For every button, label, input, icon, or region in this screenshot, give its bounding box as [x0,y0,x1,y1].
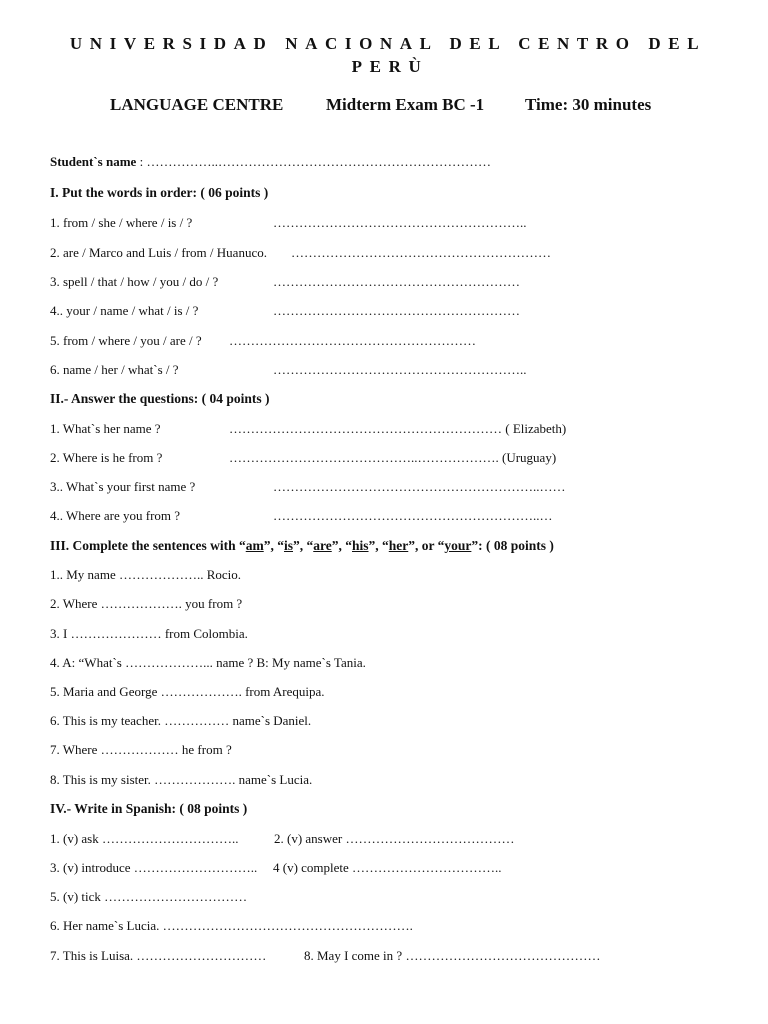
section4-answer: 2. (v) answer ………………………………… [274,831,515,846]
section1-item [50,362,527,378]
student-name-blank: : ……………..……………………………………………………… [136,154,491,169]
university-name-line2: PERÙ [351,57,429,76]
section2-item [50,508,553,524]
section3-heading-points: ”: ( 08 points ) [471,538,554,553]
section3-heading-text: III. Complete the sentences with “ [50,538,246,553]
section2-heading: II.- Answer the questions: ( 04 points ) [50,391,270,406]
section1-answer-line: ………………………………………………… [273,303,520,318]
section2-item [50,421,567,437]
word-am: am [245,538,264,553]
section2-item [50,450,557,466]
section1-item [50,274,520,290]
section3-item: 5. Maria and George ………………. from Arequipa. [50,684,325,699]
section1-heading: I. Put the words in order: ( 06 points ) [50,185,269,200]
word-are: are [313,538,332,553]
section1-question: 3. spell / that / how / you / do / ? [50,274,219,289]
section1-question: 2. are / Marco and Luis / from / Huanuco. [50,245,267,260]
section3-heading-sep: ”, “ [263,538,284,553]
section1-question: 6. name / her / what`s / ? [50,362,179,377]
section3-item: 4. A: “What`s ………………... name ? B: My name`s Tania. [50,655,366,670]
section3-heading-sep: ”, “ [368,538,389,553]
section4-this-is-luisa: 7. This is Luisa. ………………………… [50,948,267,963]
section2-answer-line: ……………………………………..………………. (Uruguay) [229,450,557,465]
section2-question: 3.. What`s your first name ? [50,479,196,494]
section3-item: 6. This is my teacher. …………… name`s Daniel. [50,713,312,728]
section1-item [50,303,520,319]
student-name-label: Student`s name [50,154,137,169]
section1-question: 5. from / where / you / are / ? [50,333,202,348]
centre-name: LANGUAGE CENTRE [110,95,284,114]
section3-heading-sep: ”, or “ [408,538,445,553]
section1-item [50,333,476,349]
section1-answer-line: …………………………………………………… [291,245,551,260]
exam-time: Time: 30 minutes [525,95,652,114]
section2-question: 2. Where is he from ? [50,450,163,465]
student-name-row [50,154,491,170]
section4-item [50,860,502,876]
section3-heading-sep: ”, “ [331,538,352,553]
section1-item [50,215,527,231]
section4-introduce: 3. (v) introduce ……………………….. [50,860,258,875]
section3-heading-sep: ”, “ [293,538,314,553]
section4-complete: 4 (v) complete …………………………….. [273,860,502,875]
section2-question: 1. What`s her name ? [50,421,161,436]
section1-answer-line: ………………………………………………… [229,333,476,348]
section4-item [50,948,601,964]
section4-heading: IV.- Write in Spanish: ( 08 points ) [50,801,248,816]
section4-ask: 1. (v) ask ………………………….. [50,831,239,846]
section2-answer-line: ……………………………………………………..… [273,508,553,523]
section1-answer-line: ………………………………………………… [273,274,520,289]
section3-heading [50,538,554,554]
section3-item: 8. This is my sister. ………………. name`s Lucia. [50,772,313,787]
section1-answer-line: ………………………………………………….. [273,362,527,377]
university-name-line1: UNIVERSIDAD NACIONAL DEL CENTRO DEL [69,34,707,53]
section1-question: 1. from / she / where / is / ? [50,215,193,230]
section4-may-i-come-in: 8. May I come in ? ……………………………………… [304,948,601,963]
section2-answer-line: ……………………………………………………..…… [273,479,566,494]
word-your: your [444,538,472,553]
word-his: his [352,538,369,553]
section1-question: 4.. your / name / what / is / ? [50,303,199,318]
word-her: her [388,538,409,553]
section2-item [50,479,566,495]
section4-item: 6. Her name`s Lucia. …………………………………………………. [50,918,413,933]
section3-item: 3. I ………………… from Colombia. [50,626,248,641]
section3-item: 7. Where ……………… he from ? [50,742,232,757]
section4-item: 5. (v) tick …………………………… [50,889,248,904]
section4-item [50,831,515,847]
word-is: is [283,538,293,553]
section1-item [50,245,551,261]
section2-question: 4.. Where are you from ? [50,508,181,523]
section1-answer-line: ………………………………………………….. [273,215,527,230]
section3-item: 1.. My name ……………….. Rocio. [50,567,242,582]
exam-name: Midterm Exam BC -1 [326,95,485,114]
section2-answer-line: ……………………………………………………… ( Elizabeth) [229,421,567,436]
section3-item: 2. Where ………………. you from ? [50,596,243,611]
